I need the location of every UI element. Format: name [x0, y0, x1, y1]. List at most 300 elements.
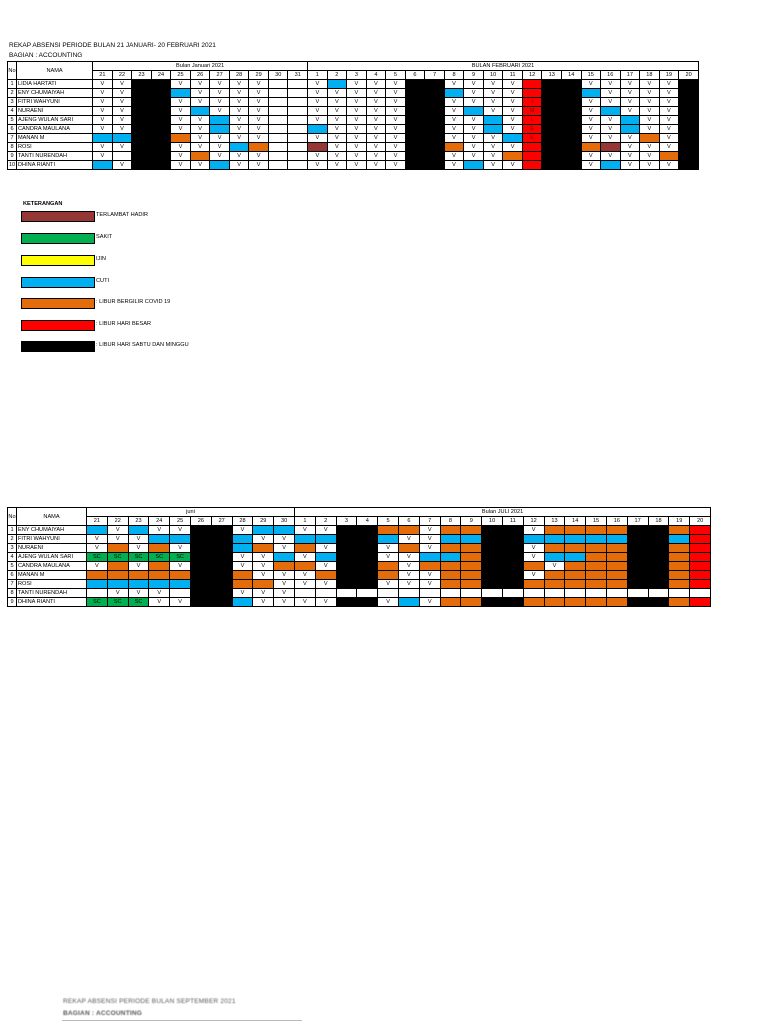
attendance-cell — [151, 161, 171, 170]
attendance-cell — [565, 553, 586, 562]
legend-swatch — [21, 298, 95, 309]
attendance-cell — [132, 143, 152, 152]
attendance-cell — [461, 526, 482, 535]
month-header: juni — [87, 508, 295, 517]
attendance-cell — [425, 143, 445, 152]
day-header: 10 — [482, 517, 503, 526]
attendance-cell — [190, 526, 211, 535]
attendance-cell: V — [483, 161, 503, 170]
attendance-cell — [268, 161, 288, 170]
attendance-cell — [679, 80, 699, 89]
attendance-cell: V — [398, 571, 419, 580]
attendance-cell — [210, 161, 230, 170]
attendance-cell: V — [419, 580, 440, 589]
attendance-cell: V — [347, 116, 367, 125]
legend-item — [21, 233, 281, 243]
attendance-cell: V — [327, 98, 347, 107]
attendance-cell — [268, 116, 288, 125]
attendance-cell — [87, 526, 108, 535]
attendance-cell — [295, 544, 316, 553]
attendance-cell: V — [112, 89, 132, 98]
attendance-cell — [648, 598, 669, 607]
attendance-cell: V — [171, 125, 191, 134]
attendance-cell — [378, 535, 399, 544]
row-number: 7 — [8, 134, 17, 143]
attendance-cell: V — [149, 598, 170, 607]
attendance-cell — [483, 125, 503, 134]
attendance-cell: V — [483, 107, 503, 116]
day-header: 29 — [253, 517, 274, 526]
attendance-cell — [149, 544, 170, 553]
attendance-cell: V — [503, 161, 523, 170]
attendance-cell — [232, 580, 253, 589]
day-header: 5 — [386, 71, 406, 80]
table-row — [8, 134, 699, 143]
attendance-cell — [606, 526, 627, 535]
attendance-cell: V — [93, 125, 113, 134]
day-header: 21 — [93, 71, 113, 80]
attendance-cell: V — [601, 125, 621, 134]
attendance-cell: V — [444, 152, 464, 161]
attendance-cell: V — [274, 535, 295, 544]
attendance-cell: V — [327, 125, 347, 134]
attendance-cell — [542, 161, 562, 170]
month-header: BULAN FEBRUARI 2021 — [308, 62, 699, 71]
attendance-cell — [606, 589, 627, 598]
employee-name: ENY CHUMAIYAH — [17, 526, 87, 535]
row-number: 2 — [8, 89, 17, 98]
attendance-cell: V — [503, 116, 523, 125]
attendance-cell — [679, 116, 699, 125]
day-header: 8 — [440, 517, 461, 526]
attendance-cell — [211, 526, 232, 535]
attendance-cell — [253, 544, 274, 553]
attendance-table-jan-feb — [7, 61, 699, 170]
employee-name: DHINA RIANTI — [17, 598, 87, 607]
attendance-cell: V — [274, 580, 295, 589]
attendance-cell: V — [190, 134, 210, 143]
day-header: 2 — [327, 71, 347, 80]
attendance-cell — [565, 571, 586, 580]
attendance-cell: V — [347, 161, 367, 170]
attendance-cell — [132, 134, 152, 143]
attendance-cell: V — [128, 544, 149, 553]
table-row — [8, 544, 711, 553]
attendance-cell — [522, 143, 542, 152]
attendance-cell — [190, 580, 211, 589]
attendance-cell — [87, 580, 108, 589]
attendance-cell — [542, 116, 562, 125]
attendance-cell — [211, 544, 232, 553]
day-header: 27 — [211, 517, 232, 526]
attendance-cell: V — [464, 89, 484, 98]
attendance-cell — [669, 598, 690, 607]
attendance-cell — [620, 116, 640, 125]
legend-label: TERLAMBAT HADIR — [96, 212, 149, 218]
legend-label: : LIBUR HARI SABTU DAN MINGGU — [96, 342, 189, 348]
attendance-cell: V — [229, 125, 249, 134]
attendance-cell — [419, 553, 440, 562]
attendance-cell — [482, 571, 503, 580]
attendance-cell — [586, 544, 607, 553]
day-header: 20 — [679, 71, 699, 80]
attendance-cell — [627, 580, 648, 589]
attendance-cell — [357, 571, 378, 580]
attendance-cell — [357, 526, 378, 535]
attendance-cell — [211, 589, 232, 598]
attendance-cell — [398, 526, 419, 535]
day-header: 12 — [523, 517, 544, 526]
attendance-cell: V — [386, 134, 406, 143]
attendance-cell — [151, 80, 171, 89]
attendance-cell: V — [347, 134, 367, 143]
attendance-cell: SC — [149, 553, 170, 562]
legend-item — [21, 211, 281, 221]
attendance-cell — [444, 89, 464, 98]
attendance-cell: V — [229, 80, 249, 89]
attendance-cell: V — [210, 80, 230, 89]
attendance-cell — [640, 134, 660, 143]
attendance-cell: V — [190, 80, 210, 89]
attendance-cell: V — [327, 161, 347, 170]
attendance-cell — [483, 116, 503, 125]
attendance-cell — [288, 152, 308, 161]
attendance-cell: V — [210, 143, 230, 152]
attendance-cell: SC — [107, 553, 128, 562]
attendance-cell: M — [522, 107, 542, 116]
attendance-cell — [419, 562, 440, 571]
attendance-cell: V — [253, 535, 274, 544]
attendance-cell — [544, 571, 565, 580]
attendance-cell — [315, 589, 336, 598]
attendance-cell — [544, 589, 565, 598]
day-header: 4 — [366, 71, 386, 80]
month-header: Bulan JULI 2021 — [295, 508, 711, 517]
day-header: 9 — [464, 71, 484, 80]
attendance-cell — [690, 553, 711, 562]
attendance-cell — [268, 125, 288, 134]
attendance-cell: V — [210, 107, 230, 116]
attendance-cell — [461, 571, 482, 580]
attendance-cell: V — [483, 89, 503, 98]
attendance-cell — [425, 161, 445, 170]
day-header: 21 — [87, 517, 108, 526]
attendance-cell — [398, 544, 419, 553]
attendance-cell — [565, 544, 586, 553]
attendance-cell — [151, 89, 171, 98]
attendance-cell: V — [249, 80, 269, 89]
attendance-cell — [232, 544, 253, 553]
attendance-cell: SC — [87, 598, 108, 607]
attendance-cell — [308, 143, 328, 152]
attendance-cell: V — [170, 544, 191, 553]
day-header: 6 — [398, 517, 419, 526]
attendance-cell — [190, 544, 211, 553]
attendance-cell — [627, 598, 648, 607]
attendance-cell — [690, 580, 711, 589]
attendance-cell — [561, 116, 581, 125]
attendance-cell: V — [483, 134, 503, 143]
attendance-cell: V — [210, 89, 230, 98]
day-header: 25 — [171, 71, 191, 80]
attendance-cell — [606, 553, 627, 562]
attendance-cell: V — [386, 125, 406, 134]
day-header: 23 — [132, 71, 152, 80]
attendance-cell — [93, 161, 113, 170]
attendance-cell — [669, 589, 690, 598]
attendance-cell: V — [315, 580, 336, 589]
attendance-cell — [268, 98, 288, 107]
day-header: 18 — [648, 517, 669, 526]
attendance-cell: V — [366, 107, 386, 116]
attendance-cell: V — [232, 553, 253, 562]
attendance-cell — [419, 589, 440, 598]
attendance-cell — [425, 80, 445, 89]
attendance-cell — [601, 161, 621, 170]
attendance-cell — [440, 553, 461, 562]
day-header: 3 — [347, 71, 367, 80]
attendance-cell — [398, 598, 419, 607]
attendance-cell: V — [386, 161, 406, 170]
attendance-cell — [648, 535, 669, 544]
table-row — [8, 80, 699, 89]
attendance-cell — [357, 553, 378, 562]
attendance-cell — [522, 152, 542, 161]
attendance-cell: V — [249, 134, 269, 143]
attendance-cell — [586, 589, 607, 598]
attendance-cell: V — [503, 107, 523, 116]
table-row — [8, 161, 699, 170]
attendance-cell — [503, 152, 523, 161]
attendance-cell: V — [112, 161, 132, 170]
attendance-cell: V — [295, 598, 316, 607]
attendance-cell — [440, 580, 461, 589]
attendance-cell: V — [327, 116, 347, 125]
attendance-cell: V — [190, 116, 210, 125]
attendance-cell: V — [171, 161, 191, 170]
legend-swatch — [21, 277, 95, 288]
attendance-cell: V — [464, 143, 484, 152]
table-row — [8, 143, 699, 152]
attendance-cell — [522, 161, 542, 170]
attendance-cell: V — [366, 80, 386, 89]
attendance-cell — [561, 143, 581, 152]
day-header: 18 — [640, 71, 660, 80]
day-header: 1 — [308, 71, 328, 80]
attendance-cell: V — [171, 152, 191, 161]
attendance-cell — [327, 80, 347, 89]
attendance-cell — [542, 152, 562, 161]
attendance-cell — [690, 526, 711, 535]
attendance-cell: V — [581, 161, 601, 170]
attendance-cell — [315, 553, 336, 562]
attendance-cell — [308, 125, 328, 134]
attendance-cell — [357, 544, 378, 553]
employee-name: NURAENI — [17, 544, 87, 553]
attendance-cell — [190, 107, 210, 116]
day-header: 27 — [210, 71, 230, 80]
day-header: 31 — [288, 71, 308, 80]
attendance-cell — [87, 589, 108, 598]
attendance-cell: V — [232, 526, 253, 535]
attendance-cell: V — [249, 89, 269, 98]
attendance-cell: V — [659, 80, 679, 89]
attendance-cell — [544, 580, 565, 589]
attendance-cell — [586, 526, 607, 535]
attendance-cell: V — [464, 152, 484, 161]
attendance-cell — [315, 535, 336, 544]
attendance-cell: V — [581, 80, 601, 89]
day-header: 6 — [405, 71, 425, 80]
attendance-cell: V — [171, 98, 191, 107]
attendance-cell — [679, 152, 699, 161]
attendance-cell: V — [315, 526, 336, 535]
attendance-cell: V — [659, 134, 679, 143]
attendance-cell: V — [601, 98, 621, 107]
attendance-cell: V — [378, 598, 399, 607]
attendance-cell: V — [327, 134, 347, 143]
row-number: 2 — [8, 535, 17, 544]
attendance-cell — [149, 571, 170, 580]
attendance-cell — [170, 589, 191, 598]
attendance-cell: V — [274, 544, 295, 553]
legend-item — [21, 341, 281, 351]
attendance-cell: V — [419, 598, 440, 607]
day-header: 30 — [274, 517, 295, 526]
attendance-cell: V — [112, 125, 132, 134]
attendance-cell: V — [419, 535, 440, 544]
attendance-cell — [398, 589, 419, 598]
attendance-cell: V — [366, 116, 386, 125]
legend-item — [21, 255, 281, 265]
attendance-cell: V — [523, 544, 544, 553]
attendance-cell: V — [308, 152, 328, 161]
attendance-cell — [627, 535, 648, 544]
day-header: 1 — [295, 517, 316, 526]
attendance-cell — [565, 598, 586, 607]
attendance-cell: V — [444, 125, 464, 134]
attendance-cell: V — [171, 80, 191, 89]
attendance-cell — [336, 580, 357, 589]
attendance-cell — [170, 580, 191, 589]
attendance-cell: V — [93, 107, 113, 116]
attendance-cell — [461, 589, 482, 598]
attendance-cell — [87, 571, 108, 580]
attendance-cell — [565, 535, 586, 544]
attendance-cell — [586, 553, 607, 562]
attendance-cell: V — [386, 143, 406, 152]
attendance-cell: V — [464, 125, 484, 134]
attendance-cell — [190, 562, 211, 571]
attendance-cell — [461, 553, 482, 562]
attendance-cell: V — [190, 161, 210, 170]
day-header: 23 — [128, 517, 149, 526]
legend-item — [21, 277, 281, 287]
attendance-cell — [378, 589, 399, 598]
day-header: 20 — [690, 517, 711, 526]
employee-name: FITRI WAHYUNI — [17, 98, 93, 107]
attendance-cell — [606, 580, 627, 589]
attendance-cell — [151, 107, 171, 116]
attendance-cell — [440, 571, 461, 580]
attendance-cell: V — [107, 589, 128, 598]
table-row — [8, 535, 711, 544]
employee-name: AJENG WULAN SARI — [17, 553, 87, 562]
attendance-cell — [190, 152, 210, 161]
row-number: 9 — [8, 152, 17, 161]
attendance-cell: V — [464, 80, 484, 89]
attendance-cell: V — [253, 571, 274, 580]
attendance-cell: V — [308, 89, 328, 98]
attendance-cell: V — [544, 562, 565, 571]
attendance-cell: V — [308, 80, 328, 89]
attendance-cell: V — [659, 89, 679, 98]
attendance-cell — [253, 580, 274, 589]
legend-label: CUTI — [96, 278, 110, 284]
attendance-cell: V — [419, 526, 440, 535]
attendance-cell — [405, 80, 425, 89]
attendance-cell — [112, 134, 132, 143]
attendance-cell — [690, 598, 711, 607]
attendance-cell — [502, 562, 523, 571]
attendance-cell: V — [112, 98, 132, 107]
attendance-cell — [627, 571, 648, 580]
attendance-cell: V — [274, 589, 295, 598]
attendance-cell — [268, 107, 288, 116]
attendance-cell: V — [419, 544, 440, 553]
attendance-cell: V — [483, 80, 503, 89]
day-header: 15 — [586, 517, 607, 526]
attendance-cell — [522, 89, 542, 98]
attendance-cell: V — [398, 562, 419, 571]
attendance-cell: V — [378, 553, 399, 562]
attendance-cell — [544, 544, 565, 553]
attendance-cell: V — [659, 161, 679, 170]
attendance-cell: SC — [87, 553, 108, 562]
attendance-cell — [690, 562, 711, 571]
legend-label: IJIN — [96, 256, 106, 262]
day-header: 17 — [627, 517, 648, 526]
attendance-cell — [336, 562, 357, 571]
table-row — [8, 98, 699, 107]
attendance-cell: V — [523, 553, 544, 562]
attendance-cell — [461, 580, 482, 589]
day-header: 15 — [581, 71, 601, 80]
table-row — [8, 589, 711, 598]
attendance-cell — [648, 562, 669, 571]
attendance-cell: V — [295, 526, 316, 535]
day-header: 11 — [502, 517, 523, 526]
attendance-cell — [544, 598, 565, 607]
day-header: 2 — [315, 517, 336, 526]
attendance-cell — [211, 553, 232, 562]
attendance-cell: V — [581, 134, 601, 143]
row-number: 8 — [8, 589, 17, 598]
attendance-cell — [606, 535, 627, 544]
attendance-cell: V — [315, 544, 336, 553]
attendance-cell: V — [464, 134, 484, 143]
attendance-cell — [405, 98, 425, 107]
table-row — [8, 526, 711, 535]
attendance-cell — [648, 589, 669, 598]
attendance-cell: SC — [128, 553, 149, 562]
attendance-cell — [288, 143, 308, 152]
day-header: 28 — [229, 71, 249, 80]
attendance-cell — [542, 134, 562, 143]
attendance-cell — [648, 526, 669, 535]
attendance-cell — [503, 134, 523, 143]
attendance-cell — [565, 526, 586, 535]
